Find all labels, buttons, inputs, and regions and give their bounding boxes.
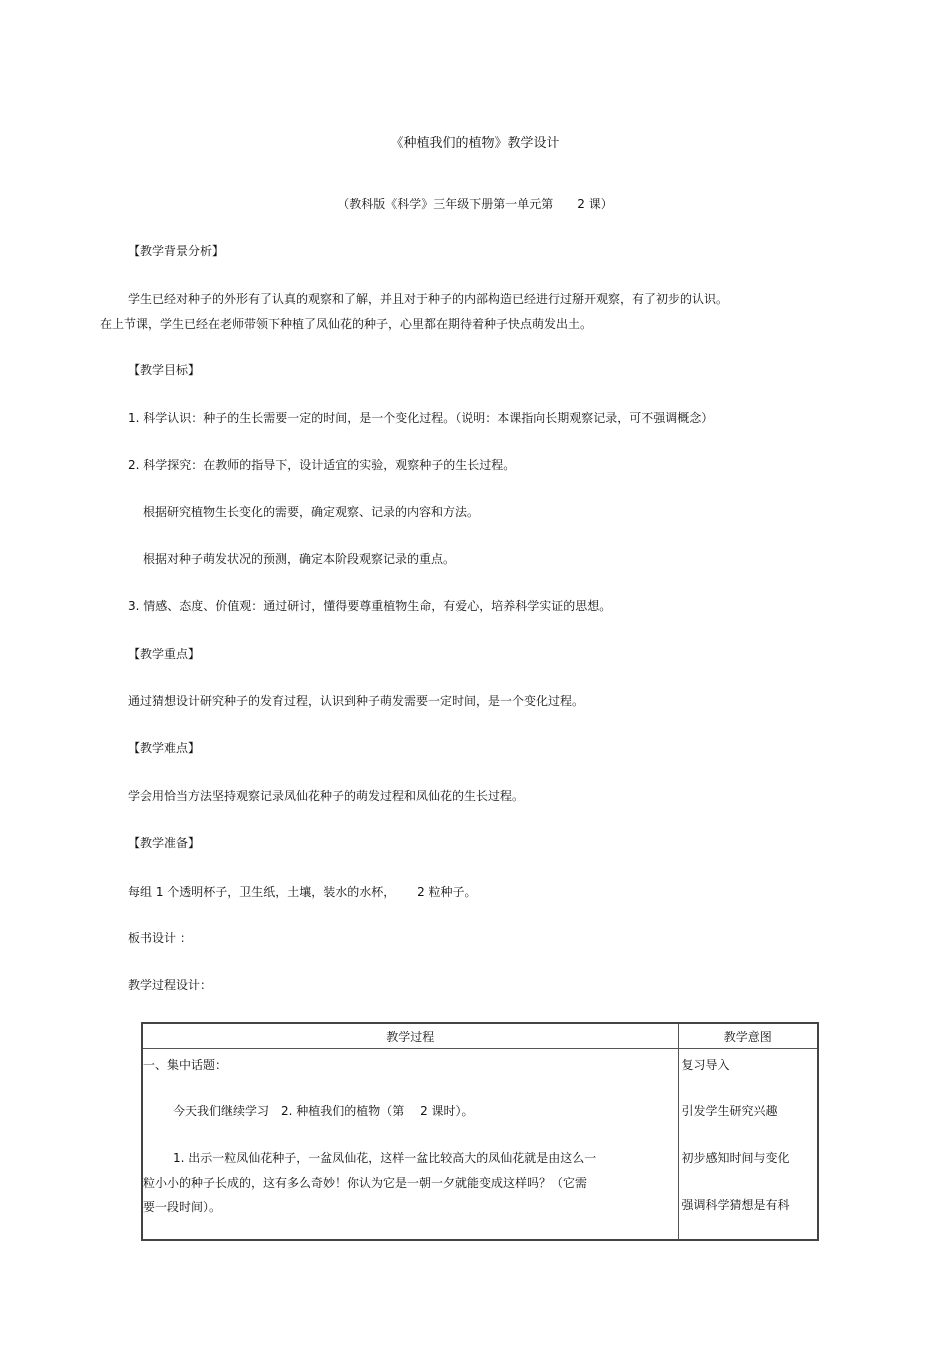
intent-item: 初步感知时间与变化 xyxy=(681,1151,790,1165)
table-header-intent: 教学意图 xyxy=(678,1023,818,1049)
goal-3: 3. 情感、态度、价值观：通过研讨，懂得要尊重植物生命，有爱心，培养科学实证的思想。 xyxy=(128,599,612,613)
intent-item: 复习导入 xyxy=(681,1058,730,1072)
difficulty-text: 学会用恰当方法坚持观察记录凤仙花种子的萌发过程和凤仙花的生长过程。 xyxy=(128,789,525,803)
process-line: 今天我们继续学习 2. 种植我们的植物（第 2 课时）。 xyxy=(173,1104,474,1118)
background-text-line1: 学生已经对种子的外形有了认真的观察和了解，并且对于种子的内部构造已经进行过掰开观察，有了初步的认识。 xyxy=(128,292,729,306)
table-header-process: 教学过程 xyxy=(142,1023,678,1049)
goals-heading: 【教学目标】 xyxy=(128,363,201,377)
process-line: 粒小小的种子长成的，这有多么奇妙！你认为它是一朝一夕就能变成这样吗？（它需 xyxy=(143,1176,588,1190)
goal-2: 2. 科学探究：在教师的指导下，设计适宜的实验，观察种子的生长过程。 xyxy=(128,458,516,472)
goal-2-sub1: 根据研究植物生长变化的需要，确定观察、记录的内容和方法。 xyxy=(143,505,480,519)
key-heading: 【教学重点】 xyxy=(128,647,201,661)
prep-heading: 【教学准备】 xyxy=(128,836,201,850)
table-header-row xyxy=(142,1023,818,1049)
difficulty-heading: 【教学难点】 xyxy=(128,741,201,755)
doc-title: 《种植我们的植物》教学设计 xyxy=(390,136,560,151)
intent-item: 引发学生研究兴趣 xyxy=(681,1104,778,1118)
process-table xyxy=(141,1022,819,1241)
process-line: 一、集中话题： xyxy=(143,1058,228,1072)
table-row xyxy=(142,1049,818,1241)
background-text-line2: 在上节课，学生已经在老师带领下种植了凤仙花的种子，心里都在期待着种子快点萌发出土。 xyxy=(100,317,593,331)
background-heading: 【教学背景分析】 xyxy=(128,244,225,258)
board-design-label: 板书设计 ： xyxy=(128,931,192,945)
process-line: 要一段时间）。 xyxy=(143,1200,222,1214)
goal-1: 1. 科学认识：种子的生长需要一定的时间，是一个变化过程。（说明：本课指向长期观察记录，可不强调概念） xyxy=(128,411,714,425)
prep-text: 每组 1 个透明杯子，卫生纸，土壤，装水的水杯， 2 粒种子。 xyxy=(128,885,477,899)
key-text: 通过猜想设计研究种子的发育过程，认识到种子萌发需要一定时间，是一个变化过程。 xyxy=(128,694,585,708)
doc-subtitle: （教科版《科学》三年级下册第一单元第 2 课） xyxy=(337,197,613,211)
process-line: 1. 出示一粒凤仙花种子，一盆凤仙花，这样一盆比较高大的凤仙花就是由这么一 xyxy=(173,1151,597,1165)
process-cell xyxy=(142,1049,678,1241)
process-design-label: 教学过程设计： xyxy=(128,978,213,992)
goal-2-sub2: 根据对种子萌发状况的预测，确定本阶段观察记录的重点。 xyxy=(143,552,456,566)
intent-item: 强调科学猜想是有科 xyxy=(681,1198,790,1212)
intent-cell xyxy=(678,1049,818,1241)
